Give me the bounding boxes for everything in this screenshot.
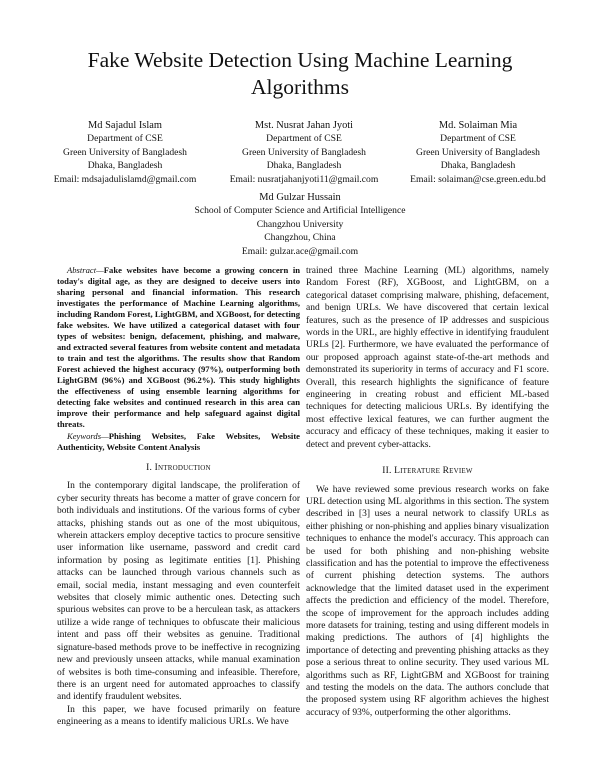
abstract-label: Abstract	[67, 265, 97, 275]
author-block	[150, 191, 450, 258]
author-department: Department of CSE	[87, 133, 163, 145]
author-university: Green University of Bangladesh	[416, 146, 540, 158]
section-heading-introduction: I. Introduction	[146, 463, 211, 473]
author-location: Changzhou, China	[264, 232, 336, 244]
author-location: Dhaka, Bangladesh	[440, 160, 516, 172]
paragraph: In this paper, we have focused primarily on feature engineering as a means to identify malicious URLs. We have	[57, 704, 300, 728]
author-university: Changzhou University	[256, 218, 344, 230]
author-email: Email: solaiman@cse.green.edu.bd	[410, 173, 546, 185]
keywords-label: Keywords	[67, 431, 102, 441]
author-block	[388, 119, 568, 186]
abstract: Abstract—Fake websites have become a growing concern in today's digital age, as they are designed to deceive users into sharing personal and financial information. This research investigates the performance of Machine Learning algorithms, including Random Forest, LightGBM, and XGBoost, for detecting fake websites. We have utilized a categorical dataset with four types of websites: benign, defacement, phishing, and malware, and extracted several features from website content and metadata to train and test the algorithms. The results show that Random Forest achieved the highest accuracy (97%), outperforming both LightGBM (96%) and XGBoost (96.2%). This study highlights the effectiveness of using ensemble learning algorithms for detecting fake websites and continued research in this area can improve their performance and help safeguard against digital threats.	[57, 265, 300, 429]
author-name: Mst. Nusrat Jahan Jyoti	[254, 120, 354, 131]
paragraph: In the contemporary digital landscape, the proliferation of cyber security threats has become a matter of grave concern for both individuals and institutions. Of the various forms of cyber attacks, phishing stands out as one of the most ubiquitous, wherein attackers employ deceptive tactics to procure sensitive user information like username, password and credit card information by posing as legitimate entities [1]. Phishing attacks can be launched through various channels such as email, social media, instant messaging and even counterfeit websites that closely mimic authentic ones. Detecting such spurious websites can prove to be a herculean task, as attackers utilize a wide range of techniques to obfuscate their malicious intent and pass off their websites as genuine. Traditional signature-based methods prove to be ineffective in recognizing new and previously unseen attacks, while manual examination of websites is both time-consuming and infeasible. Therefore, there is an urgent need for automated approaches to classify and identify fraudulent websites.	[57, 481, 300, 703]
keywords-text: Phishing Websites, Fake Websites, Website Authenticity, Website Content Analysis	[57, 431, 300, 452]
paragraph: trained three Machine Learning (ML) algorithms, namely Random Forest (RF), XGBoost, and LightGBM, on a categorical dataset comprising malware, phishing, defacement, and benign URLs. We have discovered that certain lexical features, such as the presence of IP addresses and suspicious words in the URL, are highly effective in identifying fraudulent URLs [2]. Furthermore, we have evaluated the performance of our proposed approach against state-of-the-art methods and demonstrated its superiority in terms of accuracy and F1 score. Overall, this research highlights the significance of feature engineering in creating robust and efficient ML-based techniques for detecting malicious URLs. By identifying the most effective lexical features, we can further augment the accuracy and efficacy of these techniques, making it easier to detect and prevent cyber-attacks.	[306, 266, 549, 450]
author-block	[45, 119, 205, 186]
author-name: Md Gulzar Hussain	[259, 192, 341, 203]
keywords: Keywords—Phishing Websites, Fake Websites, Website Authenticity, Website Content Analysis	[57, 431, 300, 452]
author-university: Green University of Bangladesh	[242, 146, 366, 158]
left-column	[57, 265, 300, 729]
section-heading-literature-review: II. Literature Review	[382, 466, 473, 477]
paragraph: We have reviewed some previous research works on fake URL detection using ML algorithms in this section. The system described in [3] uses a neural network to classify URLs as either phishing or non-phishing and applies binary visualization techniques to enhance the model's accuracy. This approach can be used for both phishing and non-phishing website classification and has the potential to improve the effectiveness of current phishing detection systems. The authors acknowledge that the limited dataset used in the experiment affects the prediction and efficiency of the model. Therefore, the scope of improvement for the approach includes adding more datasets for training, testing and using different models in making predictions. The authors of [4] highlights the importance of detecting and preventing phishing attacks as they pose a serious threat to online security. They used various ML algorithms such as RF, LightGBM and XGBoost for training and testing the models on the data. The authors conclude that the proposed system using RF algorithm achieves the highest accuracy of 93%, outperforming the other algorithms.	[306, 484, 549, 718]
author-department: Department of CSE	[266, 133, 342, 145]
author-location: Dhaka, Bangladesh	[87, 160, 163, 172]
author-department: School of Computer Science and Artificial Intelligence	[194, 205, 406, 217]
paper-title: Fake Website Detection Using Machine Learning Algorithms	[87, 48, 513, 99]
author-name: Md. Solaiman Mia	[438, 120, 518, 131]
abstract-text: Fake websites have become a growing concern in today's digital age, as they are designed to deceive users into sharing personal and financial information. This research investigates the performance of Machine Learning algorithms, including Random Forest, LightGBM, and XGBoost, for detecting fake websites. We have utilized a categorical dataset with four types of websites: benign, defacement, phishing, and malware, and extracted several features from website content and metadata to train and test the algorithms. The results show that Random Forest achieved the highest accuracy (97%), outperforming both LightGBM (96%) and XGBoost (96.2%). This study highlights the effectiveness of using ensemble learning algorithms for detecting fake websites and continued research in this area can improve their performance and help safeguard against digital threats.	[57, 265, 300, 429]
author-email: Email: nusratjahanjyoti11@gmail.com	[229, 173, 379, 185]
author-name: Md Sajadul Islam	[88, 120, 162, 131]
author-department: Department of CSE	[440, 133, 516, 145]
right-column	[306, 265, 549, 719]
author-email: Email: mdsajadulislamd@gmail.com	[53, 173, 197, 185]
author-location: Dhaka, Bangladesh	[266, 160, 342, 172]
author-university: Green University of Bangladesh	[63, 146, 187, 158]
author-email: Email: gulzar.ace@gmail.com	[241, 245, 359, 257]
author-block	[224, 119, 384, 186]
